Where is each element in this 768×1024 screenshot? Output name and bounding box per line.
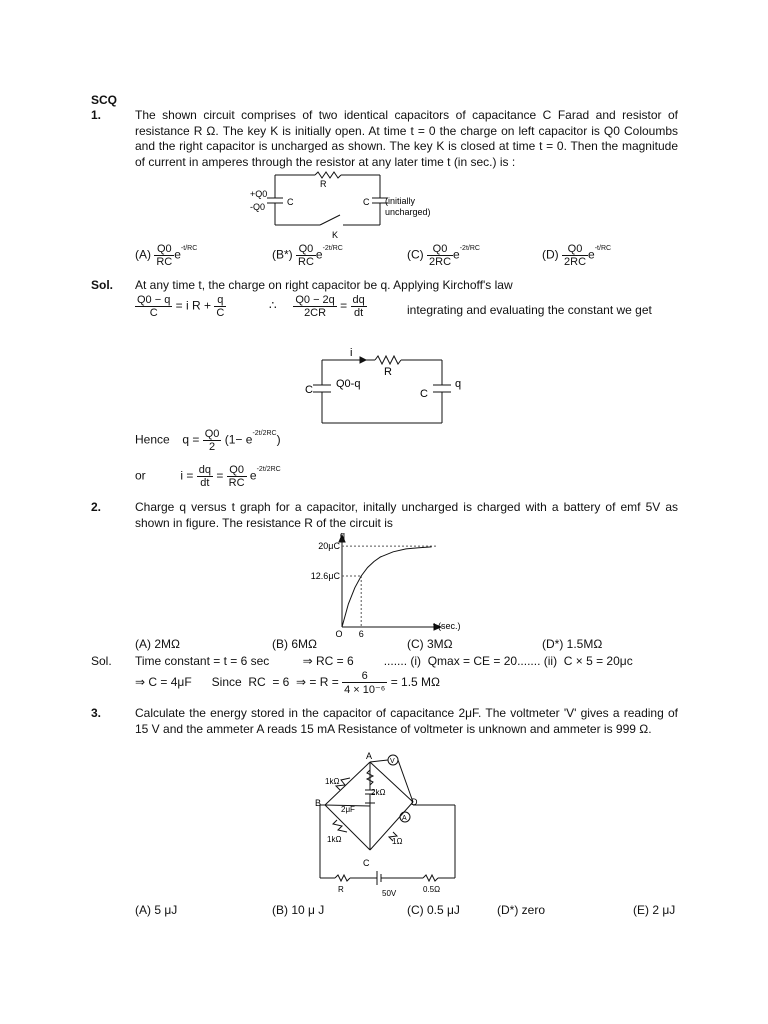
sol2-line2-b: = 1.5 MΩ [390,675,441,690]
question-1-circuit-figure [245,170,455,245]
q1-option-a-label: (A) [135,247,151,262]
sol1-eq2-right-num: dq [352,294,365,306]
q1-option-b-base: e [315,247,323,262]
chart-ylabel: q [340,530,346,540]
solution-2-line1: Time constant = t = 6 sec ⇒ RC = 6 ....... (i) Qmax = CE = 20....... (ii) C × 5 = 20μc [135,654,633,668]
question-3-text: Calculate the energy stored in the capacitor of capacitance 2μF. The voltmeter 'V' gives a reading of 15 V and the ammeter A reads 15 mA Resistance of voltmeter is unknown and ammeter is 999 Ω. [135,706,678,736]
solution-1-line1: At any time t, the charge on right capacitor be q. Applying Kirchoff's law [135,278,513,292]
q1-fig-minus-q: -Q0 [250,202,266,212]
q1-option-c-label: (C) [407,247,424,262]
sol1-eq2-left-num: Q0 − 2q [295,294,335,306]
sol1-eq2-left-den: 2CR [304,307,327,319]
q3-fig-battery: 50V [382,889,397,898]
solution-1-circuit-figure [300,345,480,430]
q1-option-b [272,243,343,268]
sol1-or-den1: dt [200,477,210,489]
sol1-hence-num: Q0 [204,428,220,440]
sol1-hence-label: Hence [135,432,170,447]
q1-option-d-label: (D) [542,247,559,262]
q3-option-e: (E) 2 μJ [633,903,676,917]
q1-option-c [407,243,480,268]
q3-fig-voltmeter: V [390,758,395,765]
sol1-therefore: ∴ [269,298,277,313]
q1-fig-left-c: C [287,197,294,207]
sol1-eq2-left [293,294,336,319]
q2-option-b: (B) 6MΩ [272,637,317,651]
solution-2-label: Sol. [91,654,112,668]
question-1-number: 1. [91,108,102,122]
q1-option-a-den: RC [156,256,173,268]
sol1-fig-left-q: Q0-q [336,378,361,390]
sol1-hence-lhs: q = [182,432,200,447]
solution-1-note: integrating and evaluating the constant we get [407,303,652,317]
q1-option-d-base: e [588,247,595,262]
sol2-fraction [342,670,387,696]
sol1-eq1-left-den: C [149,307,158,319]
q3-option-a: (A) 5 μJ [135,903,178,917]
q1-option-b-label: (B*) [272,247,293,262]
chart-ytick-12-6: 12.6μC [310,571,340,582]
q3-fig-cap: 2μF [341,805,355,814]
q1-fig-key: K [332,230,339,240]
q1-fig-note1: (initially [385,196,416,206]
sol1-or-exp: -2t/2RC [256,465,281,473]
sol1-fig-left-c: C [305,384,313,396]
q1-option-c-base: e [453,247,460,262]
sol1-eq1-right-num: q [214,294,226,307]
sol1-or-frac1 [197,464,213,489]
sol1-fig-current: i [350,347,353,359]
sol1-or-den2: RC [228,477,245,489]
q2-option-c: (C) 3MΩ [407,637,453,651]
q3-option-d: (D*) zero [497,903,546,917]
sol1-eq2-right [351,294,367,319]
q1-option-a-base: e [174,247,181,262]
chart-series-line [342,547,432,627]
q1-fig-plus-q: +Q0 [250,189,268,199]
q3-fig-r: R [338,885,344,894]
q1-option-b-exp: -2t/RC [322,244,343,252]
solution-1-or: or i = $\frac{dq}{dt}$ = $\frac{Q0}{RC}$ $e^{-2t/2RC}$ [135,464,281,489]
sol1-hence-frac [203,428,222,453]
sol1-fig-resistor: R [384,366,392,378]
chart-xtick-6: 6 [358,629,364,638]
q1-option-c-fraction [427,243,453,268]
q1-option-b-num: Q0 [296,243,316,256]
q1-fig-resistor: R [320,179,327,189]
section-heading: SCQ [91,93,118,107]
question-2-text: Charge q versus t graph for a capacitor, initally uncharged is charged with a battery of emf 5V as shown in figure. The resistance R of the circuit is [135,500,678,530]
solution-1-equation: $\frac{Q0 - q}{C}$ = i R + $\frac{q}{C}$ ∴ $\frac{Q0 - 2q}{2CR}$ = $\frac{dq}{dt}$ [137,294,365,319]
q3-fig-r2: 2kΩ [371,788,386,797]
q1-option-d-fraction [562,243,588,268]
q1-option-a-num: Q0 [154,243,174,256]
chart-xtick-origin: O [335,629,343,638]
question-3-number: 3. [91,706,102,720]
q1-option-b-fraction [296,243,316,268]
q3-fig-ammeter: A [402,815,407,822]
q3-fig-r5: 0.5Ω [423,885,441,894]
sol1-fig-right-q: q [455,378,462,390]
sol1-fig-right-c: C [420,388,428,400]
question-3-circuit-figure [305,750,465,900]
q3-fig-node-d: D [411,797,418,807]
q1-option-d-den: 2RC [564,256,587,268]
sol1-eq1-left-num: Q0 − q [137,294,171,306]
sol1-eq1-left [135,294,172,319]
chart-ytick-20: 20μC [318,541,340,552]
q3-fig-r1: 1kΩ [325,777,340,786]
q1-option-c-exp: -2t/RC [459,244,480,252]
sol1-eq2-right-den: dt [354,307,364,319]
sol1-eq1-mid: = i R + [175,298,212,313]
sol1-or-label: or [135,468,146,483]
q1-option-c-num: Q0 [427,243,453,256]
chart-xlabel: t (sec.) [433,621,461,631]
sol2-line2-a: ⇒ C = 4μF Since RC = 6 ⇒ = R = [135,675,339,690]
sol1-eq1-right [214,294,226,319]
solution-1-hence [135,428,281,453]
question-1-text: The shown circuit comprises of two identical capacitors of capacitance C Farad and resistor of resistance R Ω. The key K is initially open. At time t = 0 the charge on left capacitor is Q0 Coloumbs and the right capacitor is uncharged as shown. The key K is closed at time t = 0. Then the magnitude of current in amperes through the resistor at any later time t (in sec.) is : [135,108,678,170]
q1-option-b-den: RC [298,256,314,268]
sol1-hence-den: 2 [209,441,216,453]
sol1-or-lhs: i = [180,468,194,483]
question-2-number: 2. [91,500,102,514]
q1-option-a-fraction [154,243,174,268]
q1-fig-note2: uncharged) [385,207,431,217]
q3-option-b: (B) 10 μ J [272,903,325,917]
solution-2-line2 [135,670,440,696]
sol1-eq1-right-den: C [216,307,225,319]
q1-option-c-den: 2RC [429,256,452,268]
solution-1-label: Sol. [91,278,114,292]
sol1-hence-exp: -2t/2RC [252,429,277,437]
q3-fig-r4: 1Ω [392,837,403,846]
q1-option-d-exp: -t/RC [594,244,612,252]
sol1-hence-rest: (1− e [224,432,253,447]
q3-fig-r3: 1kΩ [327,835,342,844]
sol1-or-base: e [249,468,257,483]
sol1-or-frac2 [227,464,247,489]
q2-option-d: (D*) 1.5MΩ [542,637,603,651]
q1-option-d [542,243,611,268]
sol2-num: 6 [342,670,387,683]
question-2-chart [300,530,470,638]
sol1-hence-close: ) [276,432,281,447]
sol1-or-num1: dq [198,464,211,476]
sol1-or-num2: Q0 [227,464,247,477]
q2-option-a: (A) 2MΩ [135,637,180,651]
q3-fig-node-b: B [315,798,322,808]
q3-option-c: (C) 0.5 μJ [407,903,460,917]
sol2-den: 4 × 10⁻⁶ [344,684,386,696]
q1-option-a-exp: -t/RC [180,244,198,252]
q3-fig-node-c: C [363,858,370,868]
q1-fig-right-c: C [363,197,370,207]
q1-option-d-num: Q0 [562,243,588,256]
q3-fig-node-a: A [366,751,373,761]
q1-option-a [135,243,197,268]
